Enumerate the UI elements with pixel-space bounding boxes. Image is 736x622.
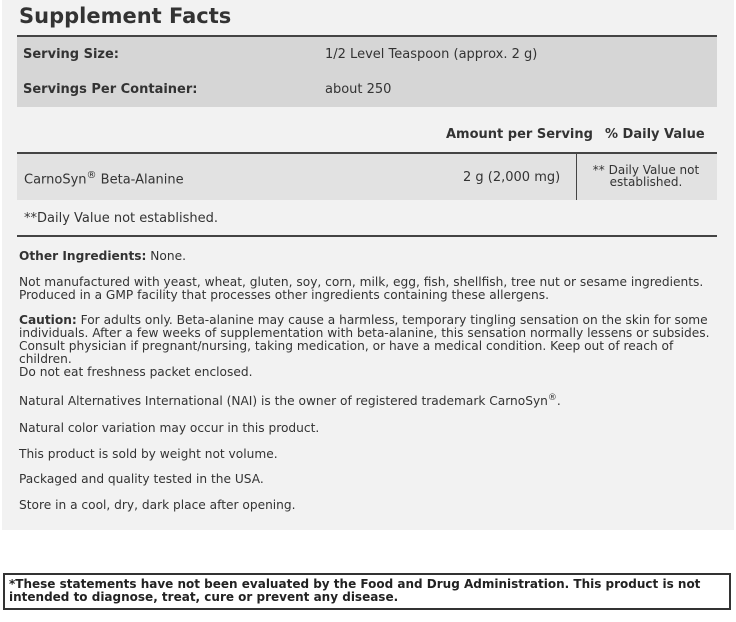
allergen-statement: Not manufactured with yeast, wheat, gluten, soy, corn, milk, egg, fish, shellfish, tree nut or sesame ingredients. Produced in a GMP facility that processes other ingredients containing these allergens. <box>19 275 704 302</box>
daily-value-header: % Daily Value <box>605 127 705 142</box>
serving-size-label: Serving Size: <box>17 36 319 72</box>
daily-value-footnote: **Daily Value not established. <box>24 211 218 226</box>
serving-size-row <box>17 36 717 72</box>
fda-disclaimer: *These statements have not been evaluated by the Food and Drug Administration. This product is not intended to diagnose, treat, cure or prevent any disease. <box>3 573 731 610</box>
ingredient-name <box>24 170 184 187</box>
ingredient-row <box>17 154 717 200</box>
ingredient-name-suffix: Beta-Alanine <box>96 172 184 188</box>
ingredient-name-text: CarnoSyn <box>24 172 87 188</box>
other-ingredients-label: Other Ingredients: <box>19 249 147 263</box>
servings-per-container-row <box>17 72 717 107</box>
caution-statement <box>19 314 719 366</box>
caution-text: For adults only. Beta-alanine may cause a harmless, temporary tingling sensation on the skin for some individuals. After a few weeks of supplementation with beta-alanine, this sensation normally lessens or subsides. Consult physician if pregnant/nursing, taking medication, or have a medical condition. Keep out of reach of children. <box>19 313 710 366</box>
trademark-statement <box>19 392 719 408</box>
ingredient-daily-value: ** Daily Value not established. <box>592 163 700 189</box>
freshness-statement: Do not eat freshness packet enclosed. <box>19 365 253 379</box>
caution-label: Caution: <box>19 313 77 327</box>
trademark-end: . <box>556 394 561 408</box>
storage-statement: Store in a cool, dry, dark place after opening. <box>19 498 296 512</box>
servings-per-container-label: Servings Per Container: <box>17 72 319 107</box>
registered-mark: ® <box>86 170 97 181</box>
trademark-registered-mark: ® <box>547 392 557 403</box>
serving-table <box>17 35 717 107</box>
servings-per-container-value: about 250 <box>319 72 717 107</box>
amount-per-serving-header: Amount per Serving <box>446 127 593 142</box>
trademark-text: Natural Alternatives International (NAI) is the owner of registered trademark CarnoSyn <box>19 394 548 408</box>
packaged-statement: Packaged and quality tested in the USA. <box>19 472 264 486</box>
serving-size-value: 1/2 Level Teaspoon (approx. 2 g) <box>319 36 717 72</box>
ingredient-amount: 2 g (2,000 mg) <box>463 170 561 185</box>
footnote-divider <box>17 235 717 237</box>
column-divider <box>576 154 577 200</box>
other-ingredients-value: None. <box>146 249 186 263</box>
panel-title: Supplement Facts <box>19 4 232 28</box>
sold-by-weight-statement: This product is sold by weight not volume. <box>19 447 278 461</box>
color-variation-statement: Natural color variation may occur in this product. <box>19 421 320 435</box>
other-ingredients <box>19 250 719 263</box>
